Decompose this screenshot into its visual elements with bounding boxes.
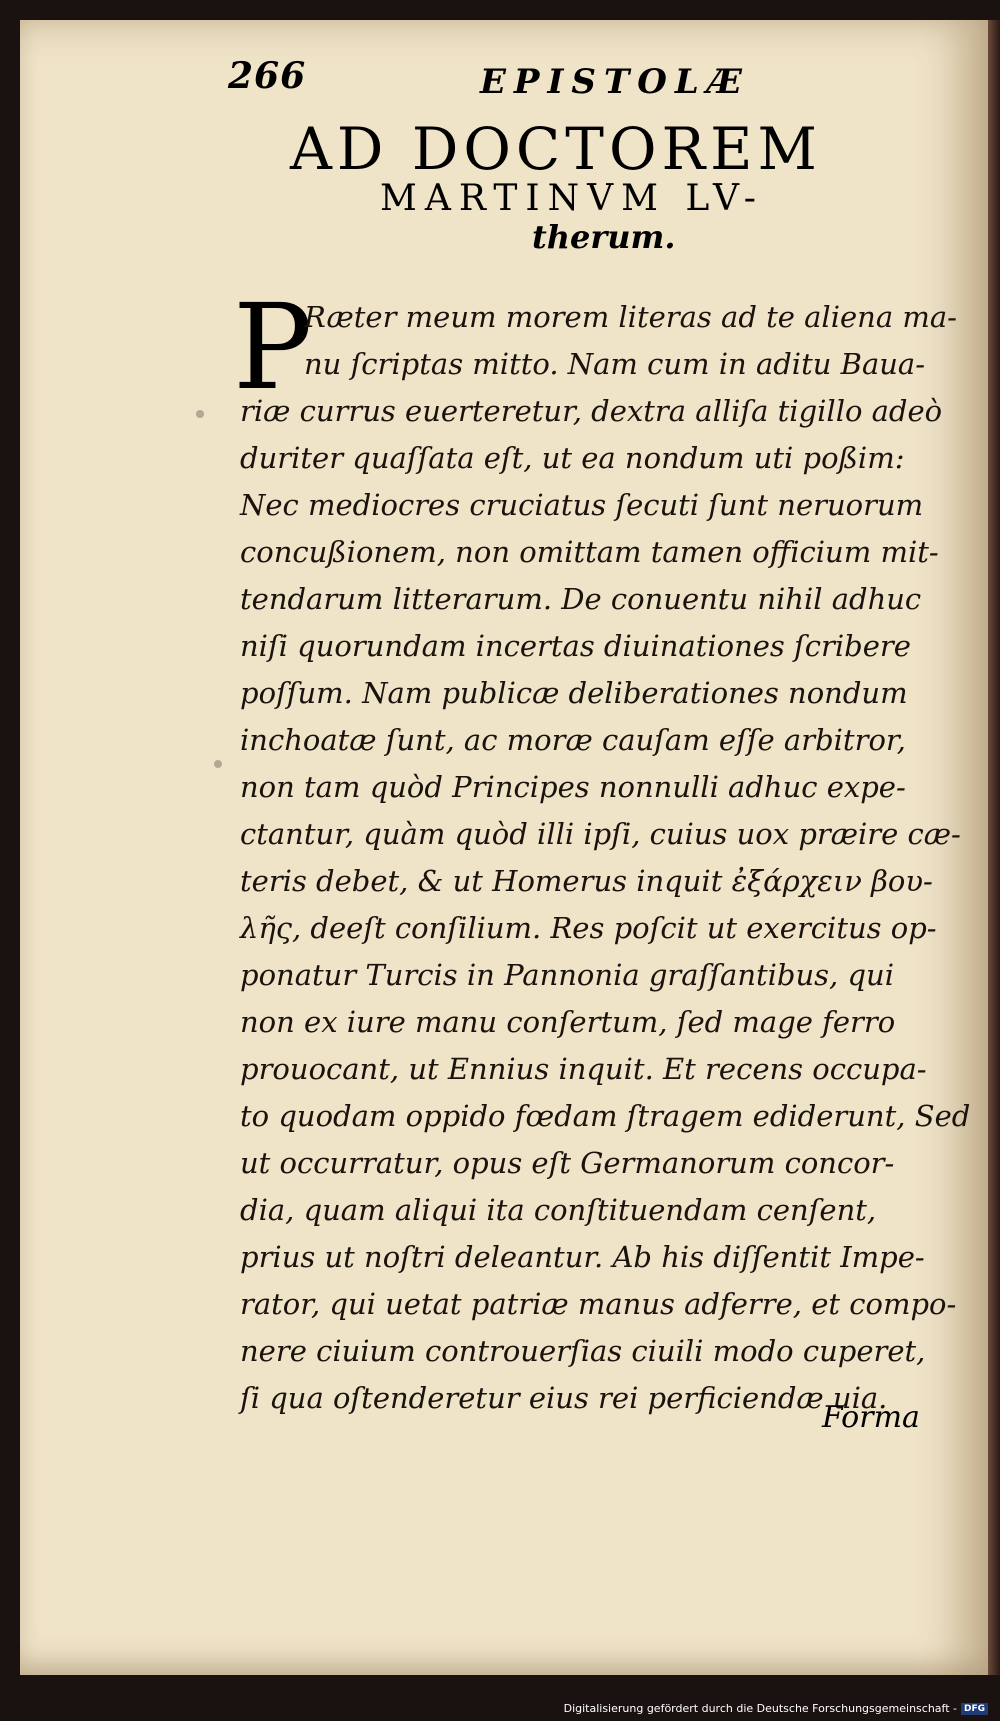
- heading-line-3: therum.: [532, 218, 676, 256]
- page-number: 266: [228, 55, 307, 97]
- book-spine: [988, 20, 1000, 1675]
- text-line: nu ſcriptas mitto. Nam cum in aditu Baua-: [304, 347, 925, 381]
- footer-credit: [564, 1702, 988, 1715]
- text-line: dia, quam aliqui ita conſtituendam cenſent,: [240, 1193, 877, 1227]
- running-title: EPISTOLÆ: [480, 62, 750, 102]
- text-line: prius ut noſtri deleantur. Ab his diſſentit Impe-: [240, 1240, 925, 1274]
- text-line: tendarum litterarum. De conuentu nihil adhuc: [240, 582, 922, 616]
- ink-blot-mark: [214, 760, 222, 768]
- text-line: non ex iure manu conſertum, ſed mage ferro: [240, 1005, 896, 1039]
- text-line: duriter quaſſata eſt, ut ea nondum uti poßim:: [240, 441, 905, 475]
- text-line: ſi qua oſtenderetur eius rei perficiendæ uia.: [240, 1381, 888, 1415]
- text-line: niſi quorundam incertas diuinationes ſcribere: [240, 629, 911, 663]
- ink-blot-mark: [196, 410, 204, 418]
- footer-credit-text: Digitalisierung gefördert durch die Deutsche Forschungsgemeinschaft -: [563, 1702, 957, 1715]
- text-line: Nec mediocres cruciatus ſecuti ſunt neruorum: [240, 488, 924, 522]
- heading-line-1: AD DOCTOREM: [290, 115, 822, 183]
- text-line: concußionem, non omittam tamen officium mit-: [240, 535, 939, 569]
- text-line: teris debet, & ut Homerus inquit ἐξάρχειν βου-: [240, 864, 933, 898]
- heading-line-2: MARTINVM LV-: [380, 178, 764, 219]
- text-line: ctantur, quàm quòd illi ipſi, cuius uox præire cæ-: [240, 817, 961, 851]
- text-line: to quodam oppido fœdam ſtragem ediderunt, Sed: [240, 1099, 971, 1133]
- text-line: prouocant, ut Ennius inquit. Et recens occupa-: [240, 1052, 927, 1086]
- dfg-logo-icon: DFG: [961, 1703, 988, 1715]
- text-line: ponatur Turcis in Pannonia graſſantibus, qui: [240, 958, 895, 992]
- text-line: non tam quòd Principes nonnulli adhuc expe-: [240, 770, 906, 804]
- text-line: Ræter meum morem literas ad te aliena ma-: [304, 300, 957, 334]
- text-line: λῆς, deeſt conſilium. Res poſcit ut exercitus op-: [240, 911, 937, 945]
- text-line: rator, qui uetat patriæ manus adferre, et compo-: [240, 1287, 957, 1321]
- text-line: inchoatæ ſunt, ac moræ cauſam eſſe arbitror,: [240, 723, 906, 757]
- text-line: riæ currus euerteretur, dextra alliſa tigillo adeò: [240, 394, 943, 428]
- text-line: nere ciuium controuerſias ciuili modo cuperet,: [240, 1334, 926, 1368]
- catchword: Forma: [822, 1400, 920, 1435]
- text-line: poſſum. Nam publicæ deliberationes nondum: [240, 676, 908, 710]
- text-line: ut occurratur, opus eſt Germanorum concor-: [240, 1146, 895, 1180]
- drop-cap: P: [233, 278, 313, 416]
